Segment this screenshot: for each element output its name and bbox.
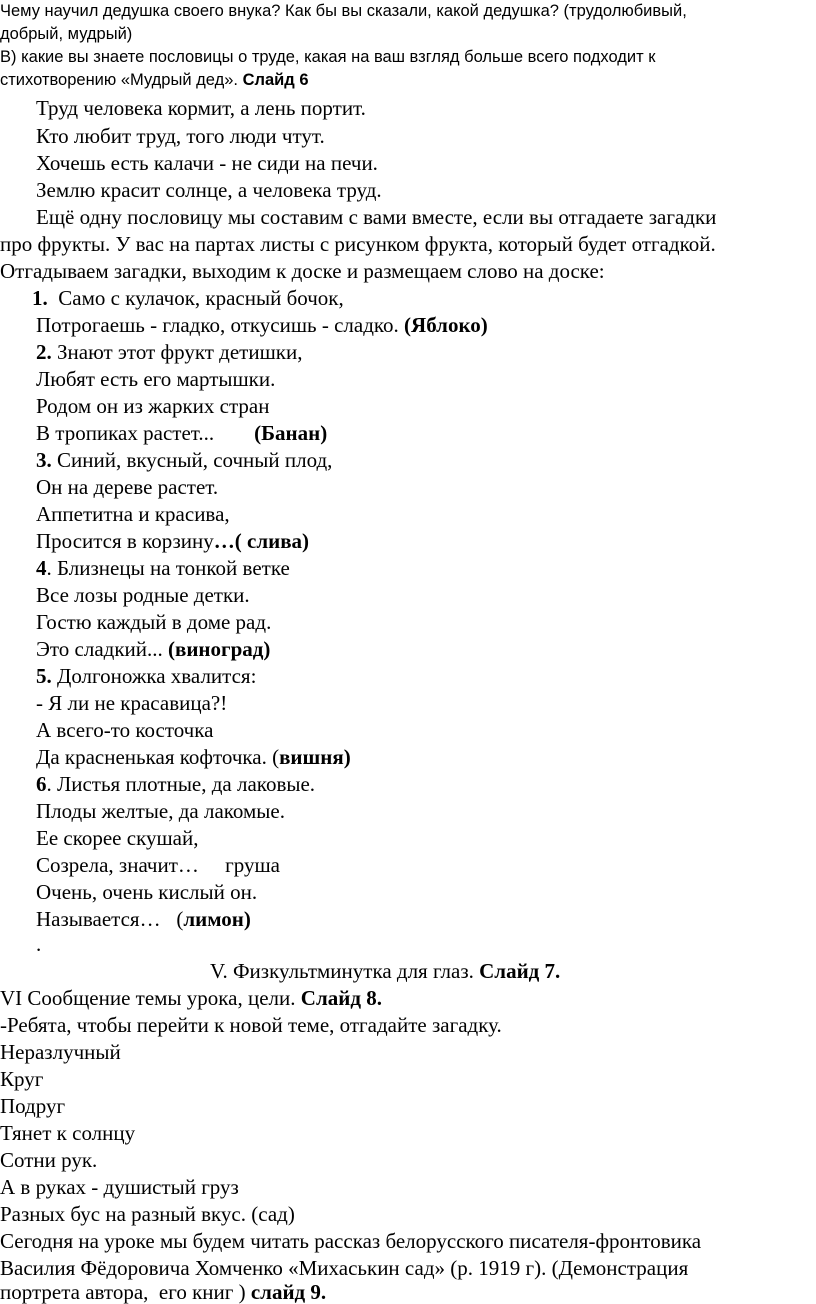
riddle-5-line-3: А всего-то косточка: [36, 718, 214, 742]
riddle-1-number: 1.: [32, 286, 48, 310]
section-5-heading: [210, 959, 560, 983]
closing-riddle-line-3: Подруг: [0, 1094, 66, 1118]
closing-riddle-line-4: Тянет к солнцу: [0, 1121, 136, 1145]
task-line-1: Ещё одну пословицу мы составим с вами вместе, если вы отгадаете загадки: [36, 205, 717, 229]
riddle-1-line-1: [32, 286, 344, 310]
riddle-6-line-6: [36, 907, 251, 931]
riddle-2-number: 2.: [36, 340, 52, 364]
riddle-1-answer: (Яблоко): [404, 313, 488, 337]
riddle-4-text-4: Это сладкий...: [36, 637, 163, 661]
closing-paragraph-text-3: портрета автора, его книг ): [0, 1280, 246, 1304]
riddle-2-line-2: Любят есть его мартышки.: [36, 367, 276, 391]
slide-7-label: Слайд 7.: [479, 959, 561, 983]
riddle-4-text: . Близнецы на тонкой ветке: [46, 556, 290, 580]
closing-riddle-line-5: Сотни рук.: [0, 1148, 98, 1172]
section-5-text: V. Физкультминутка для глаз.: [210, 959, 474, 983]
riddle-4-number: 4: [36, 556, 47, 580]
riddle-6-text: . Листья плотные, да лаковые.: [46, 772, 316, 796]
riddle-1-text: Само с кулачок, красный бочок,: [58, 286, 344, 310]
riddle-4-line-2: Все лозы родные детки.: [36, 583, 250, 607]
closing-intro: -Ребята, чтобы перейти к новой теме, отгадайте загадку.: [0, 1013, 502, 1037]
riddle-5-line-1: [36, 664, 256, 688]
riddle-3-text-4: Просится в корзину: [36, 529, 214, 553]
riddle-6-answer: лимон): [183, 907, 251, 931]
riddle-2-answer: (Банан): [254, 421, 328, 445]
section-6-heading: [0, 986, 382, 1010]
proverb-3: Хочешь есть калачи - не сиди на печи.: [36, 151, 378, 175]
riddle-6-number: 6: [36, 772, 47, 796]
proverb-4: Землю красит солнце, а человека труд.: [36, 178, 382, 202]
riddle-5-line-4: [36, 745, 351, 769]
riddle-2-text: Знают этот фрукт детишки,: [57, 340, 303, 364]
riddle-4-line-3: Гостю каждый в доме рад.: [36, 610, 272, 634]
slide-9-label: слайд 9.: [250, 1280, 327, 1304]
riddle-6-text-6: Называется… (: [36, 907, 184, 931]
riddle-4-answer: (виноград): [168, 637, 271, 661]
riddle-6-line-1: [36, 772, 315, 796]
task-line-2: про фрукты. У вас на партах листы с рисунком фрукта, который будет отгадкой.: [0, 232, 716, 256]
riddle-4-line-4: [36, 637, 270, 661]
riddle-3-line-1: [36, 448, 332, 472]
riddle-3-line-2: Он на дереве растет.: [36, 475, 219, 499]
riddle-5-answer: вишня): [279, 745, 351, 769]
riddle-6-line-3: Ее скорее скушай,: [36, 826, 199, 850]
task-line-3: Отгадываем загадки, выходим к доске и размещаем слово на доске:: [0, 259, 605, 283]
intro-line-4: [0, 71, 309, 90]
riddle-5-number: 5.: [36, 664, 52, 688]
riddle-3-text: Синий, вкусный, сочный плод,: [57, 448, 333, 472]
closing-riddle-line-7: Разных бус на разный вкус. (сад): [0, 1202, 295, 1226]
closing-paragraph-line-2: Василия Фёдоровича Хомченко «Михаськин сад» (р. 1919 г). (Демонстрация: [0, 1256, 689, 1280]
intro-line-1: Чему научил дедушка своего внука? Как бы вы сказали, какой дедушка? (трудолюбивый,: [0, 2, 687, 20]
riddle-2-line-4: [36, 421, 327, 445]
closing-riddle-line-6: А в руках - душистый груз: [0, 1175, 239, 1199]
riddle-1-text-2: Потрогаешь - гладко, откусишь - сладко.: [36, 313, 399, 337]
riddle-4-line-1: [36, 556, 290, 580]
section-6-text: VI Сообщение темы урока, цели.: [0, 986, 296, 1010]
closing-riddle-line-1: Неразлучный: [0, 1040, 121, 1064]
riddle-6-line-2: Плоды желтые, да лакомые.: [36, 799, 285, 823]
riddle-5-text: Долгоножка хвалится:: [57, 664, 257, 688]
riddle-3-line-4: [36, 529, 309, 553]
riddle-2-line-3: Родом он из жарких стран: [36, 394, 270, 418]
riddle-3-number: 3.: [36, 448, 52, 472]
slide-8-label: Слайд 8.: [300, 986, 382, 1010]
riddle-2-text-4: В тропиках растет...: [36, 421, 215, 445]
riddle-5-line-2: - Я ли не красавица?!: [36, 691, 228, 715]
intro-text: стихотворению «Мудрый дед».: [0, 71, 238, 89]
riddle-3-answer: …( слива): [213, 529, 310, 553]
trailing-dot: .: [36, 932, 42, 956]
riddle-3-line-3: Аппетитна и красива,: [36, 502, 230, 526]
closing-paragraph-line-3: [0, 1280, 326, 1304]
intro-line-2: добрый, мудрый): [0, 25, 133, 43]
intro-line-3: В) какие вы знаете пословицы о труде, какая на ваш взгляд больше всего подходит к: [0, 48, 656, 66]
slide-6-label: Слайд 6: [242, 71, 309, 89]
proverb-1: Труд человека кормит, а лень портит.: [36, 96, 366, 120]
closing-riddle-line-2: Круг: [0, 1067, 44, 1091]
riddle-5-text-4: Да красненькая кофточка. (: [36, 745, 280, 769]
riddle-6-line-4: Созрела, значит… груша: [36, 853, 280, 877]
riddle-6-line-5: Очень, очень кислый он.: [36, 880, 258, 904]
closing-paragraph-line-1: Сегодня на уроке мы будем читать рассказ белорусского писателя-фронтовика: [0, 1229, 702, 1253]
proverb-2: Кто любит труд, того люди чтут.: [36, 124, 325, 148]
riddle-1-line-2: [36, 313, 488, 337]
riddle-2-line-1: [36, 340, 302, 364]
